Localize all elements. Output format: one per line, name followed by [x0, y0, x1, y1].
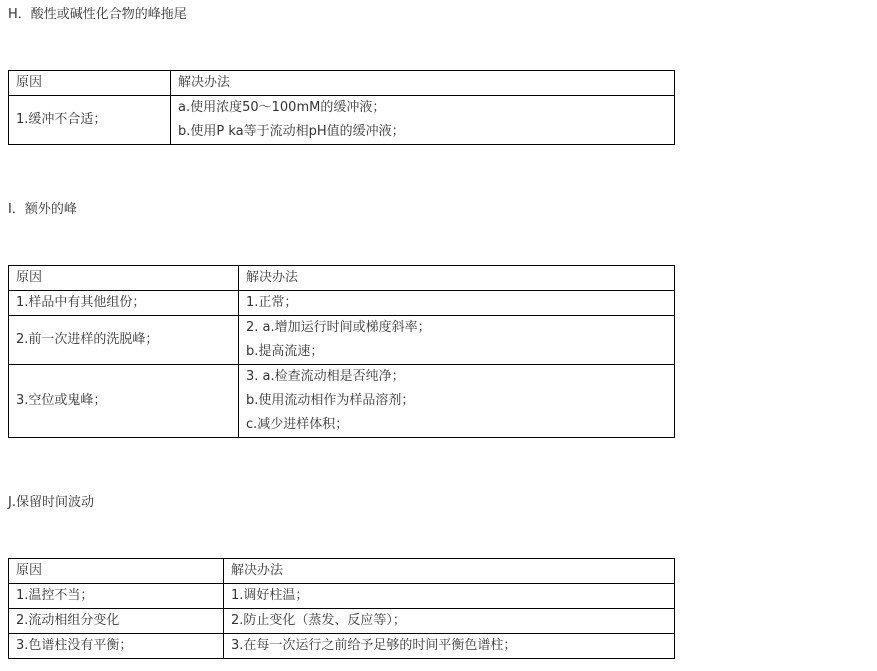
solution-cell: 2.防止变化（蒸发、反应等）； [224, 609, 675, 634]
solution-line: b.使用P ka等于流动相pH值的缓冲液； [178, 124, 405, 139]
cause-cell: 3.空位或鬼峰； [9, 365, 239, 438]
solution-cell: 1.调好柱温； [224, 584, 675, 609]
table-peak-tailing [8, 70, 675, 145]
section-title-j: J.保留时间波动 [8, 495, 94, 510]
cause-cell: 2.前一次进样的洗脱峰； [9, 316, 239, 365]
solution-cell [239, 291, 675, 316]
solution-cell: 3.在每一次运行之前给予足够的时间平衡色谱柱； [224, 634, 675, 659]
table-retention-time [8, 558, 675, 659]
table-row [9, 584, 675, 609]
table-row [9, 365, 675, 438]
table-header-row [9, 559, 675, 584]
cause-cell: 1.样品中有其他组份； [9, 291, 239, 316]
section-title-h: H．酸性或碱性化合物的峰拖尾 [8, 7, 187, 22]
table-row [9, 96, 675, 145]
section-title-i: I．额外的峰 [8, 202, 77, 217]
table-extra-peaks [8, 265, 675, 438]
solution-line: 3. a.检查流动相是否纯净； [246, 369, 405, 384]
header-solution: 解决办法 [239, 266, 675, 291]
solution-line: 1.正常； [246, 295, 298, 310]
header-cause: 原因 [9, 266, 239, 291]
cause-cell: 1.温控不当； [9, 584, 224, 609]
table-row [9, 609, 675, 634]
solution-line: c.减少进样体积； [246, 417, 349, 432]
cause-cell: 1.缓冲不合适； [9, 96, 171, 145]
header-solution: 解决办法 [224, 559, 675, 584]
header-solution: 解决办法 [171, 71, 675, 96]
solution-line: 2. a.增加运行时间或梯度斜率； [246, 320, 431, 335]
header-cause: 原因 [9, 559, 224, 584]
table-header-row [9, 71, 675, 96]
table-row [9, 634, 675, 659]
solution-cell [239, 316, 675, 365]
solution-cell [239, 365, 675, 438]
cause-cell: 3.色谱柱没有平衡； [9, 634, 224, 659]
solution-line: b.提高流速； [246, 344, 324, 359]
cause-cell: 2.流动相组分变化 [9, 609, 224, 634]
table-header-row [9, 266, 675, 291]
solution-line: a.使用浓度50～100mM的缓冲液； [178, 100, 386, 115]
table-row [9, 291, 675, 316]
solution-line: b.使用流动相作为样品溶剂； [246, 393, 415, 408]
header-cause: 原因 [9, 71, 171, 96]
solution-cell [171, 96, 675, 145]
table-row [9, 316, 675, 365]
